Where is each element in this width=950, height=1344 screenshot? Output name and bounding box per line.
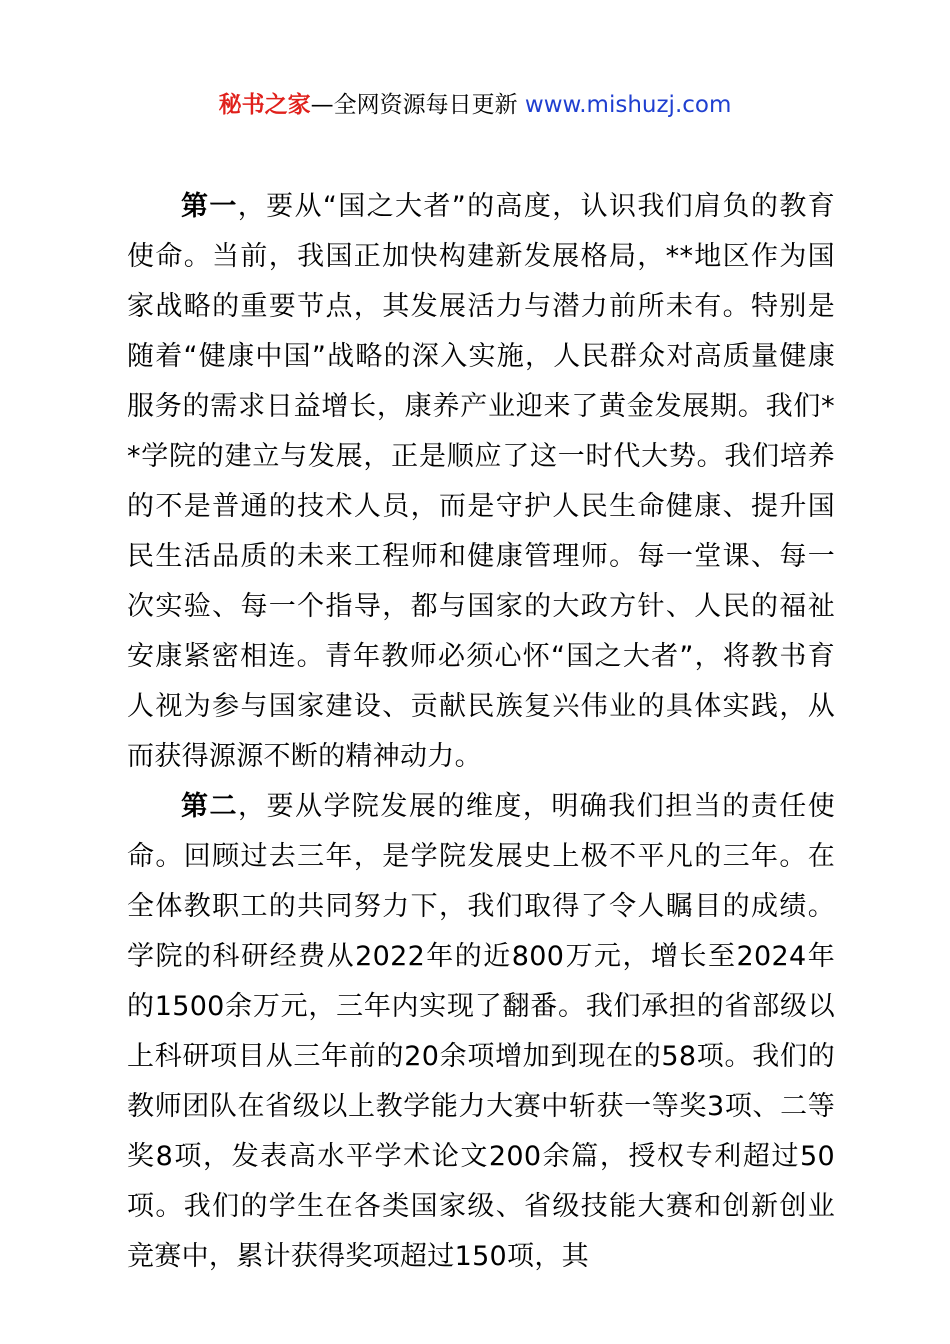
site-header: [0, 88, 950, 122]
paragraph-lead: 第二: [181, 791, 238, 822]
paragraph-second: [127, 782, 835, 1282]
paragraph-lead: 第一: [181, 191, 238, 222]
document-body: [127, 182, 835, 1282]
site-tagline: —全网资源每日更新: [310, 92, 518, 118]
paragraph-text: ，要从“国之大者”的高度，认识我们肩负的教育使命。当前，我国正加快构建新发展格局，**地区作为国家战略的重要节点，其发展活力与潜力前所未有。特别是随着“健康中国”战略的深入实施，人民群众对高质量健康服务的需求日益增长，康养产业迎来了黄金发展期。我们**学院的建立与发展，正是顺应了这一时代大势。我们培养的不是普通的技术人员，而是守护人民生命健康、提升国民生活品质的未来工程师和健康管理师。每一堂课、每一次实验、每一个指导，都与国家的大政方针、人民的福祉安康紧密相连。青年教师必须心怀“国之大者”，将教书育人视为参与国家建设、贡献民族复兴伟业的具体实践，从而获得源源不断的精神动力。: [127, 191, 835, 772]
site-url-link[interactable]: www.mishuzj.com: [524, 92, 732, 118]
site-brand: 秘书之家: [218, 92, 311, 118]
paragraph-first: [127, 182, 835, 782]
paragraph-text: ，要从学院发展的维度，明确我们担当的责任使命。回顾过去三年，是学院发展史上极不平凡的三年。在全体教职工的共同努力下，我们取得了令人瞩目的成绩。学院的科研经费从2022年的近800万元，增长至2024年的1500余万元，三年内实现了翻番。我们承担的省部级以上科研项目从三年前的20余项增加到现在的58项。我们的教师团队在省级以上教学能力大赛中斩获一等奖3项、二等奖8项，发表高水平学术论文200余篇，授权专利超过50项。我们的学生在各类国家级、省级技能大赛和创新创业竞赛中，累计获得奖项超过150项，其: [127, 791, 835, 1272]
